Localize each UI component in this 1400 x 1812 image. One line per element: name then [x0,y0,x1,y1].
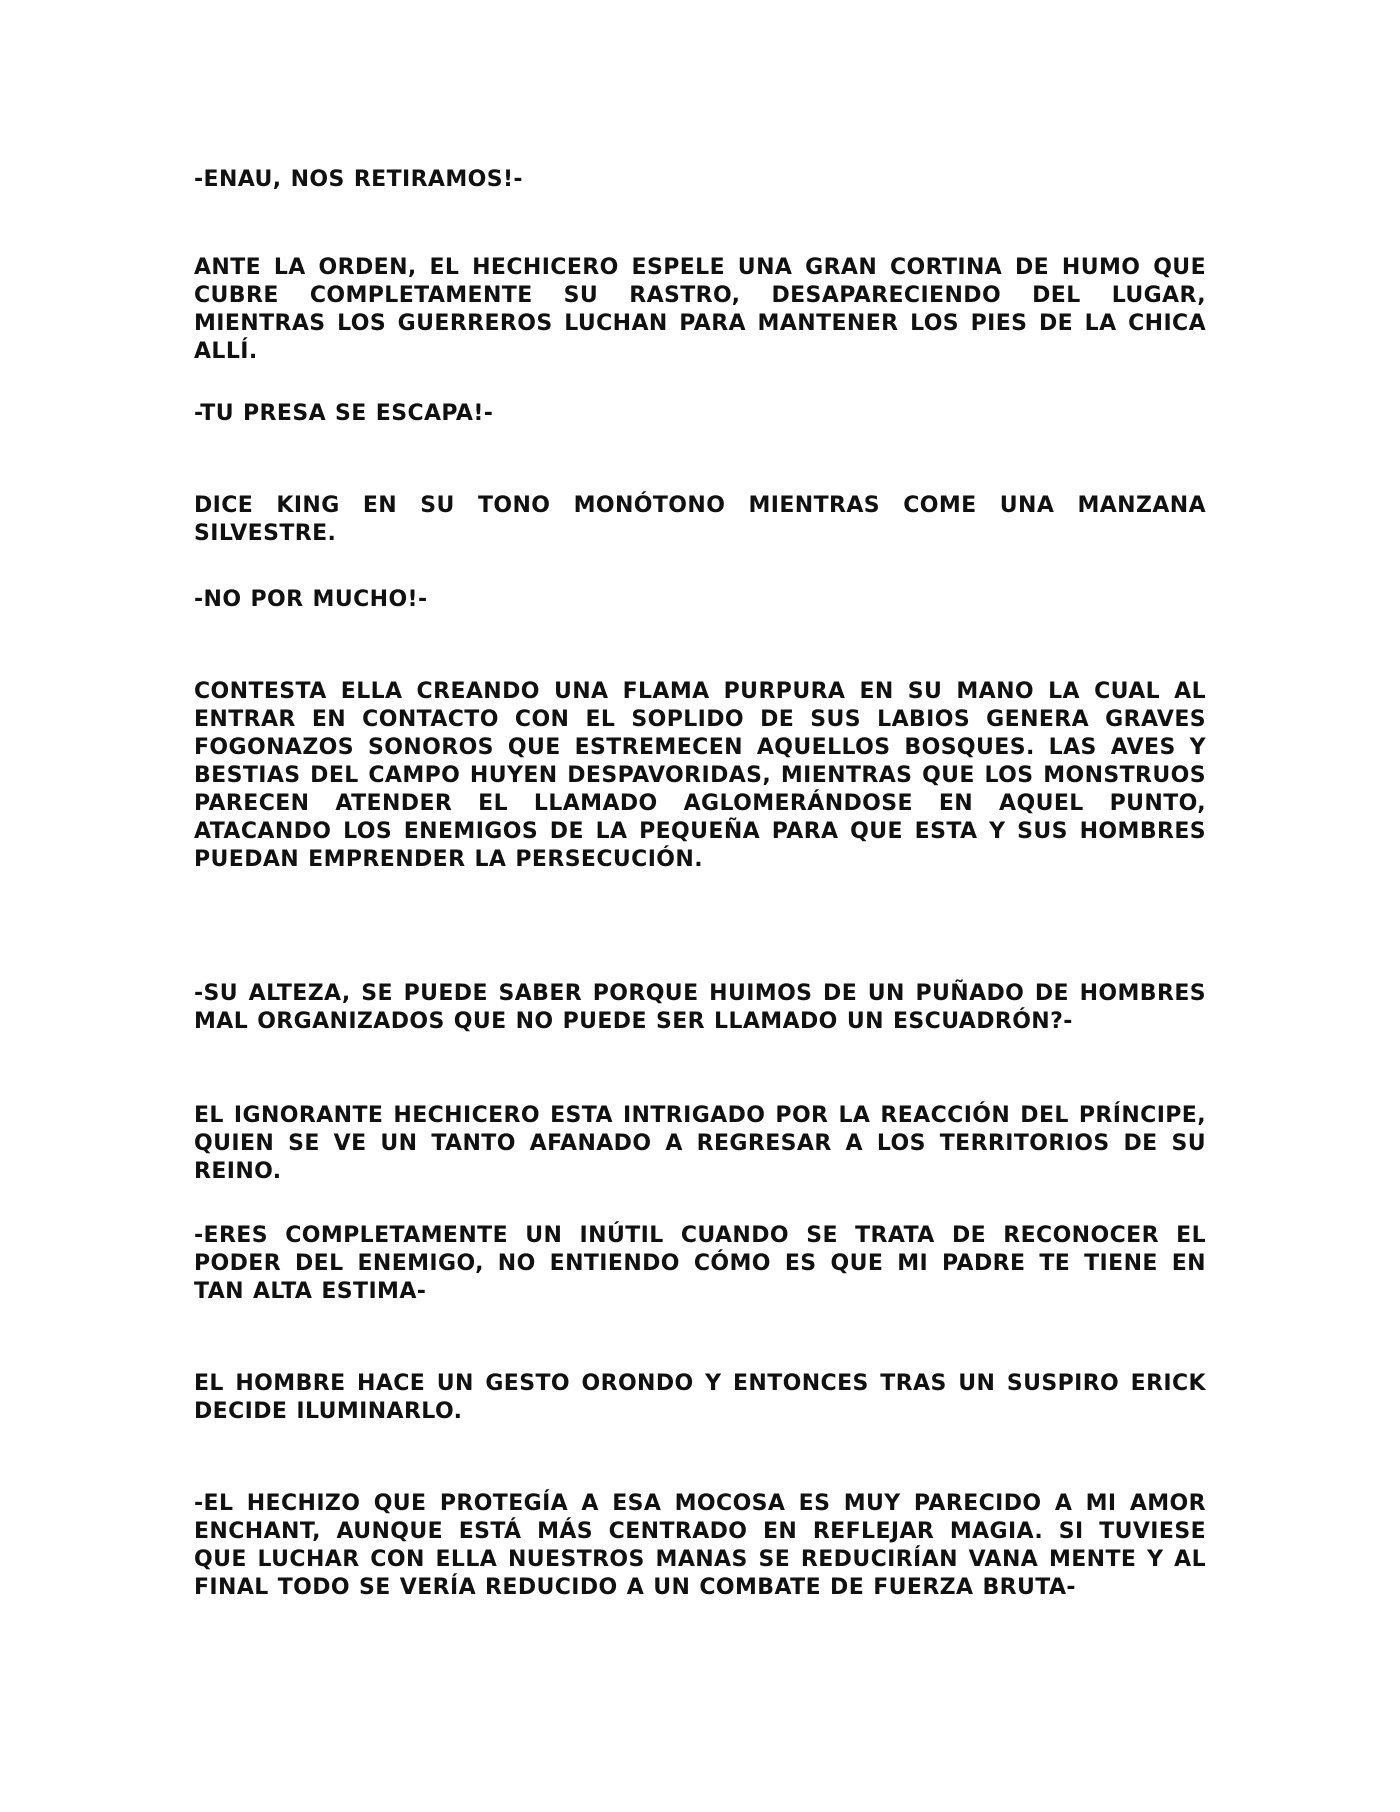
dialogue-line-not-for-long: -NO POR MUCHO!- [194,587,428,612]
narration-king-apple: DICE KING EN SU TONO MONÓTONO MIENTRAS COME UNA MANZANA SILVESTRE. [194,493,1206,546]
dialogue-line-spell-explanation: -EL HECHIZO QUE PROTEGÍA A ESA MOCOSA ES MUY PARECIDO A MI AMOR ENCHANT, AUNQUE ESTÁ MÁS CENTRADO EN REFLEJAR MAGIA. SI TUVIESE QUE LUCHAR CON ELLA NUESTROS MANAS SE REDUCIRÍAN VANA MENTE Y AL FINAL TODO SE VERÍA REDUCIDO A UN COMBATE DE FUERZA BRUTA- [194,1491,1206,1600]
narration-intrigued-sorcerer: EL IGNORANTE HECHICERO ESTA INTRIGADO POR LA REACCIÓN DEL PRÍNCIPE, QUIEN SE VE UN TANTO AFANADO A REGRESAR A LOS TERRITORIOS DE SU REINO. [194,1103,1206,1184]
narration-smoke-curtain: ANTE LA ORDEN, EL HECHICERO ESPELE UNA GRAN CORTINA DE HUMO QUE CUBRE COMPLETAMENTE SU RASTRO, DESAPARECIENDO DEL LUGAR, MIENTRAS LOS GUERREROS LUCHAN PARA MANTENER LOS PIES DE LA CHICA ALLÍ. [194,255,1206,364]
narration-erick-sigh: EL HOMBRE HACE UN GESTO ORONDO Y ENTONCES TRAS UN SUSPIRO ERICK DECIDE ILUMINARLO. [194,1371,1206,1424]
narration-purple-flame: CONTESTA ELLA CREANDO UNA FLAMA PURPURA EN SU MANO LA CUAL AL ENTRAR EN CONTACTO CON EL SOPLIDO DE SUS LABIOS GENERA GRAVES FOGONAZOS SONOROS QUE ESTREMECEN AQUELLOS BOSQUES. LAS AVES Y BESTIAS DEL CAMPO HUYEN DESPAVORIDAS, MIENTRAS QUE LOS MONSTRUOS PARECEN ATENDER EL LLAMADO AGLOMERÁNDOSE EN AQUEL PUNTO, ATACANDO LOS ENEMIGOS DE LA PEQUEÑA PARA QUE ESTA Y SUS HOMBRES PUEDAN EMPRENDER LA PERSECUCIÓN. [194,679,1206,872]
dialogue-line-prey-escapes: -TU PRESA SE ESCAPA!- [194,401,494,426]
dialogue-line-useless: -ERES COMPLETAMENTE UN INÚTIL CUANDO SE TRATA DE RECONOCER EL PODER DEL ENEMIGO, NO ENTIENDO CÓMO ES QUE MI PADRE TE TIENE EN TAN ALTA ESTIMA- [194,1223,1206,1304]
dialogue-line-why-flee: -SU ALTEZA, SE PUEDE SABER PORQUE HUIMOS DE UN PUÑADO DE HOMBRES MAL ORGANIZADOS QUE NO PUEDE SER LLAMADO UN ESCUADRÓN?- [194,981,1206,1034]
dialogue-line-retreat: -ENAU, NOS RETIRAMOS!- [194,167,523,192]
